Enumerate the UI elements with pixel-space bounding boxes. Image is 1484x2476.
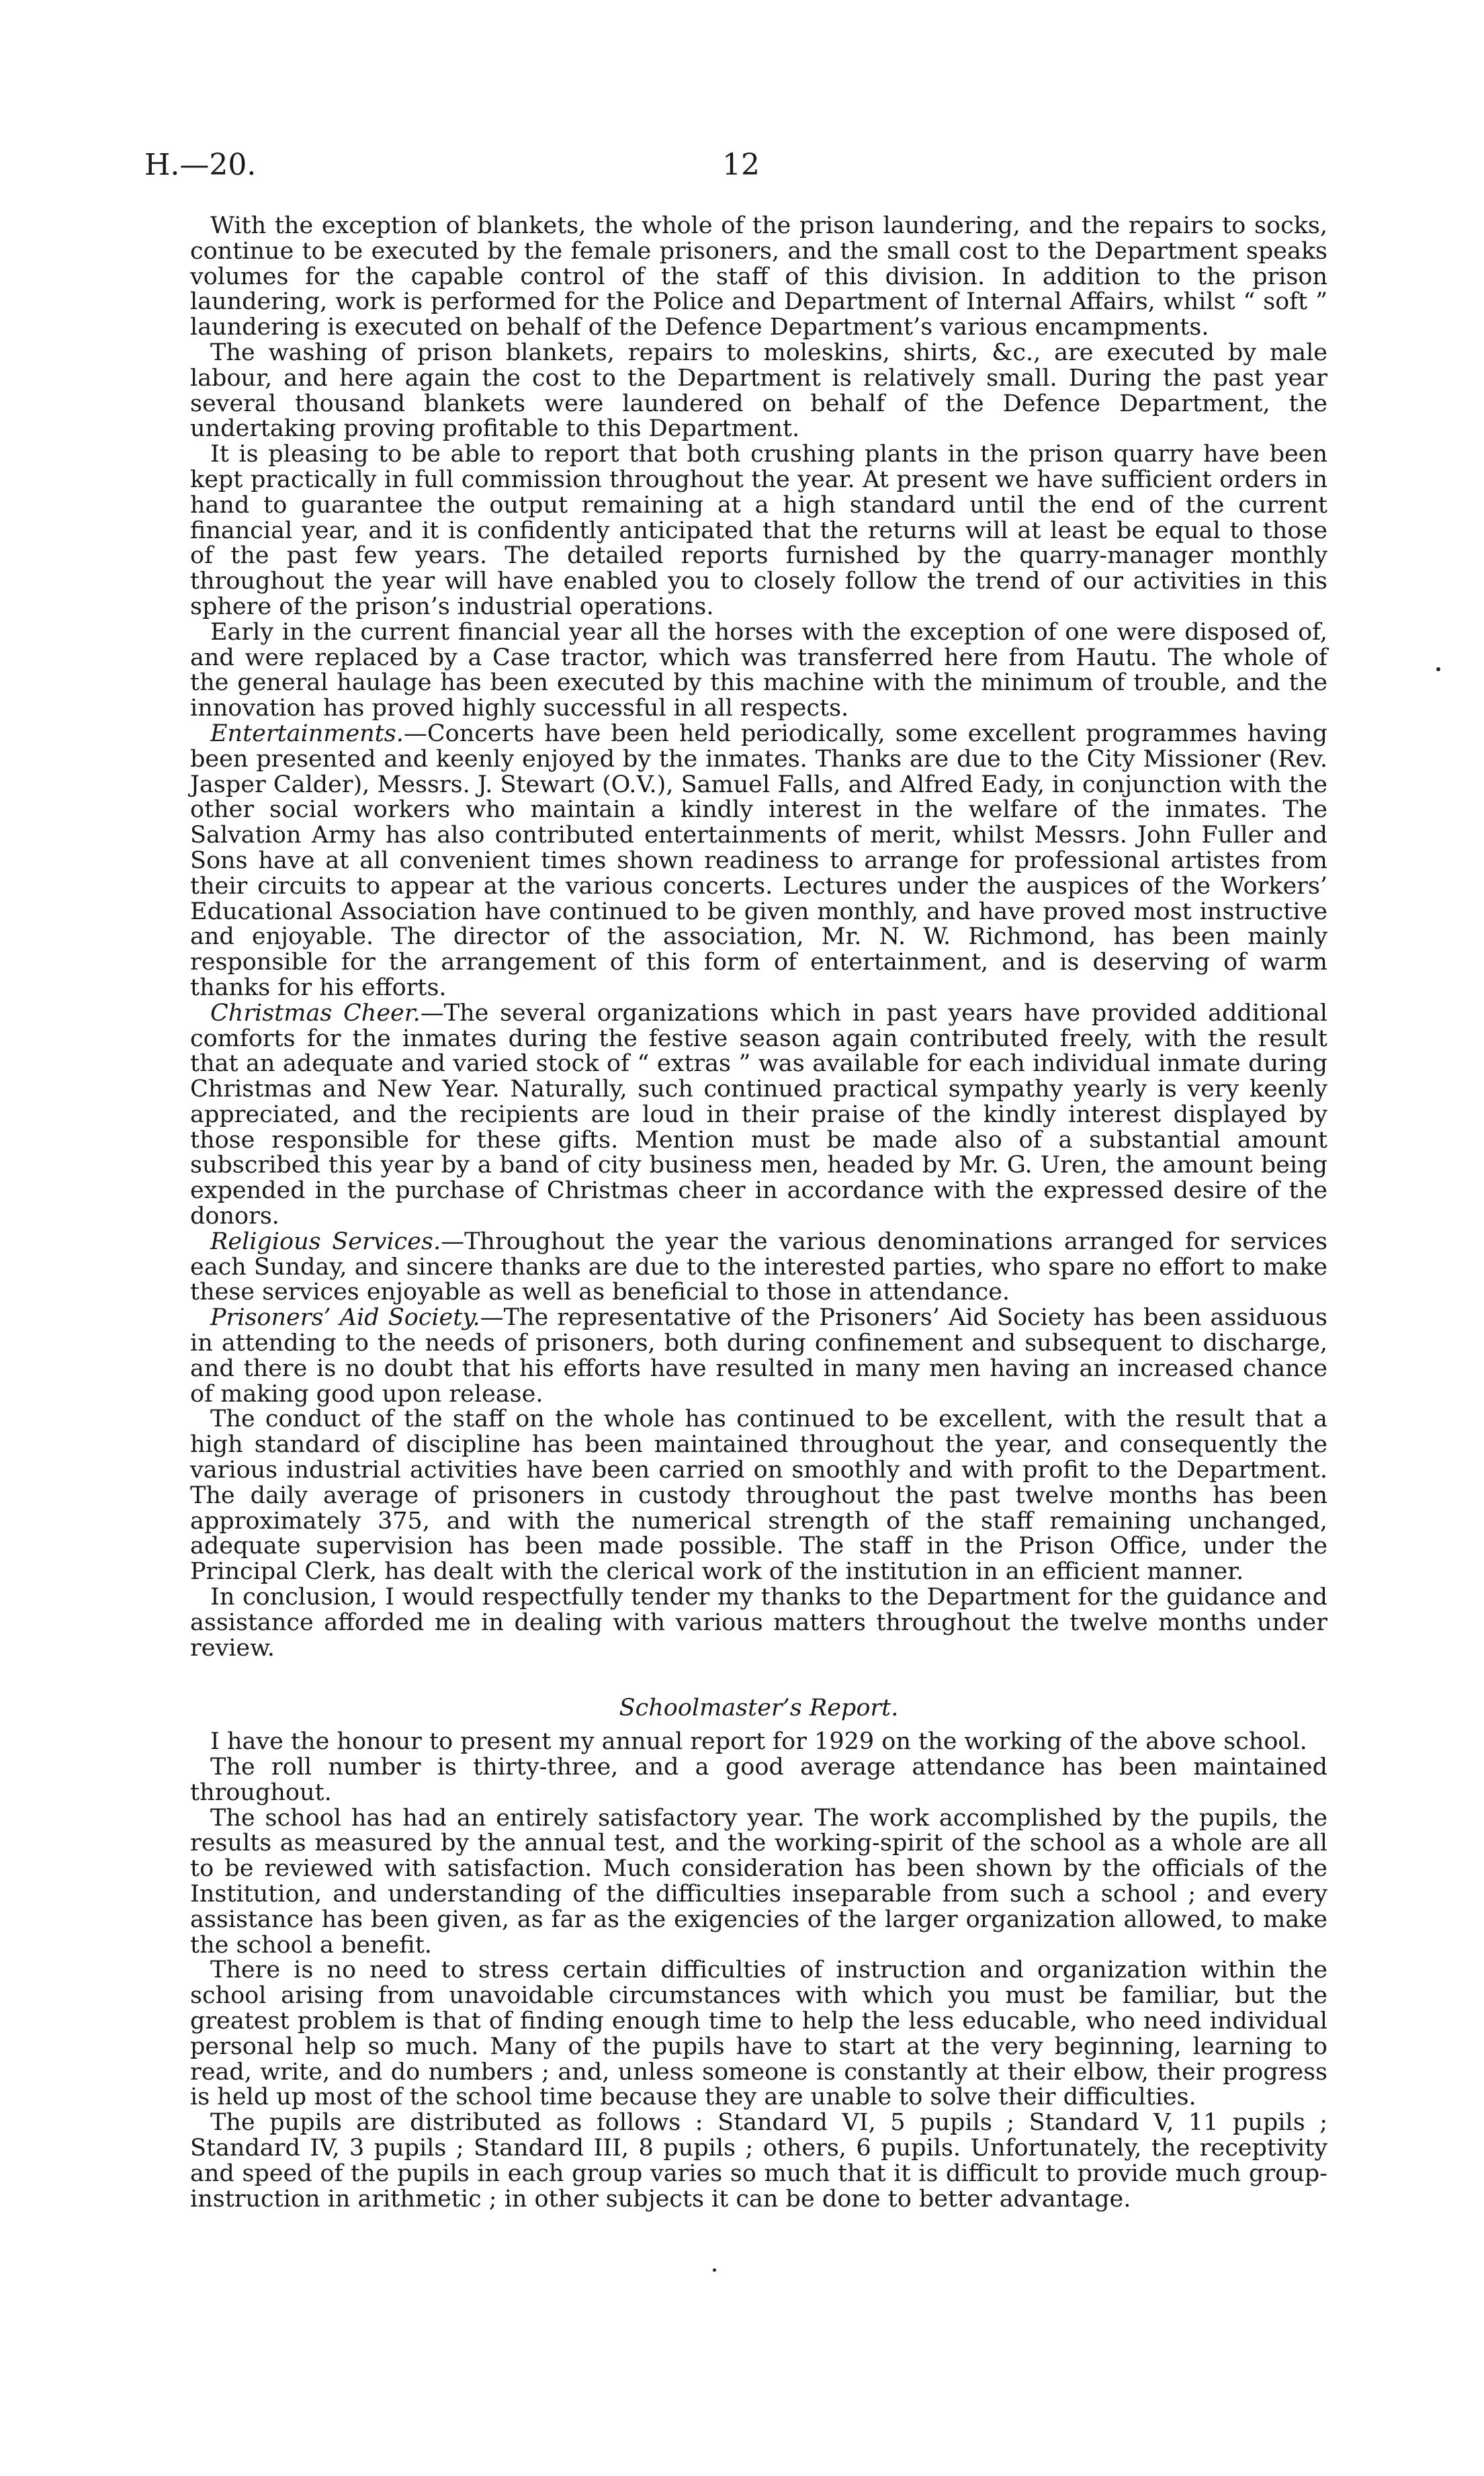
paragraph-christmas-cheer	[190, 1001, 1327, 1230]
paragraph-text: —Throughout the year the various denominations arranged for services each Sunday, and sincere thanks are due to the interested parties, who spare no effort to make these services enjoyable as well as beneficial to those in attendance.	[190, 1228, 1327, 1306]
page-header	[144, 148, 1320, 202]
paragraph-text: I have the honour to present my annual report for 1929 on the working of the above school.	[210, 1728, 1307, 1756]
paragraph-text: It is pleasing to be able to report that both crushing plants in the prison quarry have been kept practically in full commission throughout the year. At present we have sufficient orders in hand to guarantee the output remaining at a high standard until the end of the current financial year, and it is confidently anticipated that the returns will at least be equal to those of the past few years. The detailed reports furnished by the quarry-manager monthly throughout the year will have enabled you to closely follow the trend of our activities in this sphere of the prison’s industrial operations.	[190, 441, 1327, 620]
paragraph-prisoners-aid-society	[190, 1306, 1327, 1407]
paragraph-lead: Entertainments.	[210, 720, 404, 747]
paragraph-text: Early in the current financial year all the horses with the exception of one were disposed of, and were replaced by a Case tractor, which was transferred here from Hautu. The whole of the general haulage has been executed by this machine with the minimum of trouble, and the innovation has proved highly successful in all respects.	[190, 618, 1327, 722]
paragraph-text: There is no need to stress certain difficulties of instruction and organization within the school arising from unavoidable circumstances with which you must be familiar, but the greatest problem is that of finding enough time to help the less educable, who need individual personal help so much. Many of the pupils have to start at the very beginning, learning to read, write, and do numbers ; and, unless someone is constantly at their elbow, their progress is held up most of the school time because they are unable to solve their difficulties.	[190, 1957, 1327, 2111]
paragraph-text: The conduct of the staff on the whole has continued to be excellent, with the result that a high standard of discipline has been maintained throughout the year, and consequently the various industrial activities have been carried on smoothly and with profit to the Department. The daily average of prisoners in custody throughout the past twelve months has been approximately 375, and with the numerical strength of the staff remaining unchanged, adequate supervision has been made possible. The staff in the Prison Office, under the Principal Clerk, has dealt with the clerical work of the institution in an efficient manner.	[190, 1406, 1327, 1586]
paragraph	[190, 442, 1327, 620]
ink-speck	[1436, 667, 1440, 671]
paragraph-text: With the exception of blankets, the whole of the prison laundering, and the repairs to socks, continue to be executed by the female prisoners, and the small cost to the Department speaks volumes for the capable control of the staff of this division. In addition to the prison laundering, work is performed for the Police and Department of Internal Affairs, whilst “ soft ” laundering is executed on behalf of the Defence Department’s various encampments.	[190, 212, 1327, 341]
paragraph-lead: Christmas Cheer.	[210, 999, 421, 1027]
paragraph	[190, 620, 1327, 722]
page-number: 12	[722, 148, 760, 182]
paragraph	[190, 341, 1327, 442]
paragraph-text: The washing of prison blankets, repairs to moleskins, shirts, &c., are executed by male labour, and here again the cost to the Department is relatively small. During the past year several thousand blankets were laundered on behalf of the Defence Department, the undertaking proving profitable to this Department.	[190, 339, 1327, 443]
paragraph	[190, 1958, 1327, 2110]
paragraph	[190, 2110, 1327, 2212]
paragraph-text: The pupils are distributed as follows : Standard VI, 5 pupils ; Standard V, 11 pupils ; Standard IV, 3 pupils ; Standard III, 8 pupils ; others, 6 pupils. Unfortunately, the receptivity and speed of the pupils in each group varies so much that it is difficult to provide much group-instruction in arithmetic ; in other subjects it can be done to better advantage.	[190, 2109, 1327, 2213]
paragraph-text: —Concerts have been held periodically, some excellent programmes having been presented and keenly enjoyed by the inmates. Thanks are due to the City Missioner (Rev. Jasper Calder), Messrs. J. Stewart (O.V.), Samuel Falls, and Alfred Eady, in conjunction with the other social workers who maintain a kindly interest in the welfare of the inmates. The Salvation Army has also contributed entertainments of merit, whilst Messrs. John Fuller and Sons have at all convenient times shown readiness to arrange for professional artistes from their circuits to appear at the various concerts. Lectures under the auspices of the Workers’ Educational Association have continued to be given monthly, and have proved most instructive and enjoyable. The director of the association, Mr. N. W. Richmond, has been mainly responsible for the arrangement of this form of entertainment, and is deserving of warm thanks for his efforts.	[190, 720, 1327, 1001]
paragraph	[190, 1755, 1327, 1806]
paragraph	[190, 1730, 1327, 1755]
paragraph	[190, 1585, 1327, 1661]
paragraph-entertainments	[190, 722, 1327, 1001]
section-heading: Schoolmaster’s Report.	[619, 1695, 899, 1722]
paragraph-text: In conclusion, I would respectfully tender my thanks to the Department for the guidance and assistance afforded me in dealing with various matters throughout the twelve months under review.	[190, 1584, 1327, 1662]
document-reference: H.—20.	[144, 148, 257, 182]
paragraph-text: —The several organizations which in past years have provided additional comforts for the inmates during the festive season again contributed freely, with the result that an adequate and varied stock of “ extras ” was available for each individual inmate during Christmas and New Year. Naturally, such continued practical sympathy yearly is very keenly appreciated, and the recipients are loud in their praise of the kindly interest displayed by those responsible for these gifts. Mention must be made also of a substantial amount subscribed this year by a band of city business men, headed by Mr. G. Uren, the amount being expended in the purchase of Christmas cheer in accordance with the expressed desire of the donors.	[190, 999, 1327, 1230]
paragraph-text: The school has had an entirely satisfactory year. The work accomplished by the pupils, the results as measured by the annual test, and the working-spirit of the school as a whole are all to be reviewed with satisfaction. Much consideration has been shown by the officials of the Institution, and understanding of the difficulties inseparable from such a school ; and every assistance has been given, as far as the exigencies of the larger organization allowed, to make the school a benefit.	[190, 1804, 1327, 1959]
report-body	[190, 214, 1327, 2212]
paragraph-text: The roll number is thirty-three, and a good average attendance has been maintained throughout.	[190, 1754, 1327, 1806]
paragraph-lead: Religious Services.	[210, 1228, 441, 1255]
paragraph	[190, 1407, 1327, 1585]
paragraph-text: —The representative of the Prisoners’ Aid Society has been assiduous in attending to the needs of prisoners, both during confinement and subsequent to discharge, and there is no doubt that his efforts have resulted in many men having an increased chance of making good upon release.	[190, 1304, 1327, 1408]
paragraph-religious-services	[190, 1230, 1327, 1306]
paragraph	[190, 1806, 1327, 1959]
ink-speck	[713, 2268, 716, 2272]
paragraph-lead: Prisoners’ Aid Society.	[210, 1304, 480, 1332]
paragraph	[190, 214, 1327, 341]
